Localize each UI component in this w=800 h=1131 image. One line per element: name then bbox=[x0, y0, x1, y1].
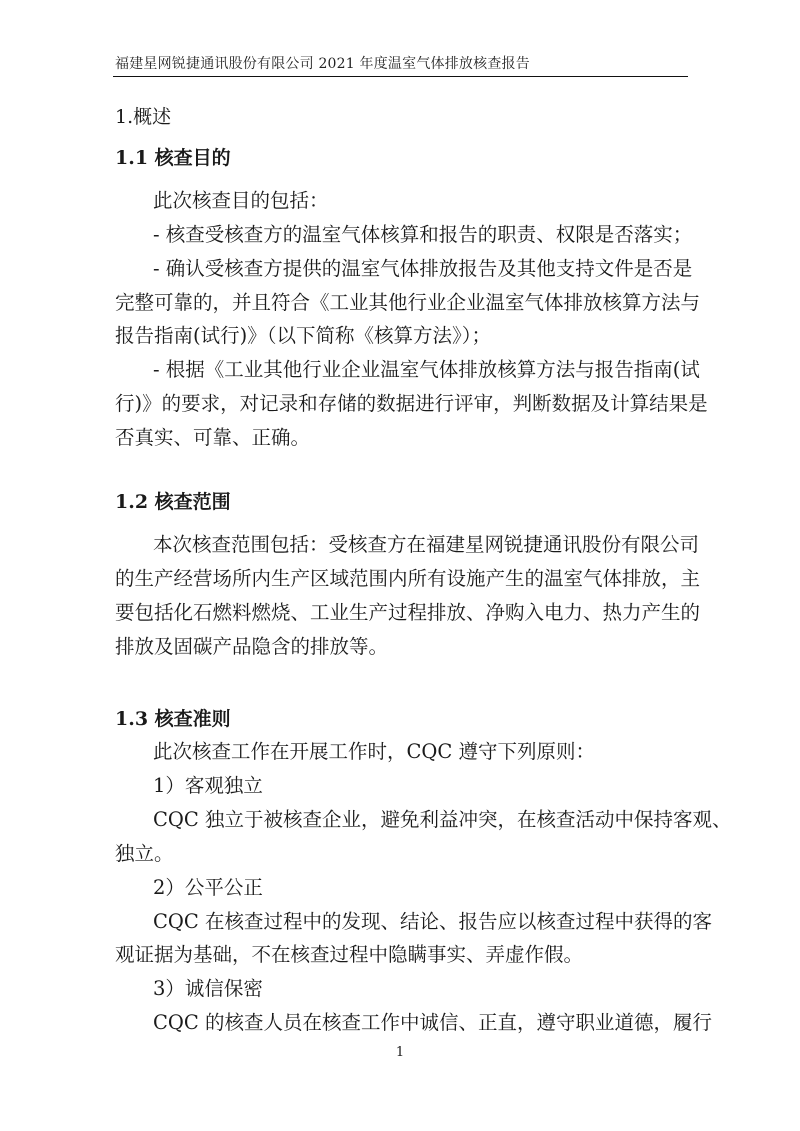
list-item-heading: 2）公平公正 bbox=[153, 876, 263, 899]
section-heading-1-2: 1.2 核查范围 bbox=[115, 491, 231, 513]
paragraph-line: 要包括化石燃料燃烧、工业生产过程排放、净购入电力、热力产生的 bbox=[115, 601, 701, 624]
paragraph-line: 否真实、可靠、正确。 bbox=[115, 426, 311, 449]
list-item-heading: 1）客观独立 bbox=[153, 774, 263, 797]
paragraph-line: 完整可靠的，并且符合《工业其他行业企业温室气体排放核算方法与 bbox=[115, 291, 701, 314]
paragraph-line: 独立。 bbox=[115, 842, 174, 865]
list-item-heading: 3）诚信保密 bbox=[153, 977, 263, 1000]
document-header: 福建星网锐捷通讯股份有限公司 2021 年度温室气体排放核查报告 bbox=[115, 56, 530, 72]
section-heading-1-1: 1.1 核查目的 bbox=[115, 147, 231, 169]
section-heading-1: 1.概述 bbox=[115, 106, 172, 128]
page-number: 1 bbox=[395, 1045, 405, 1060]
paragraph-line: 此次核查目的包括： bbox=[153, 189, 329, 212]
paragraph-line: CQC 独立于被核查企业，避免利益冲突，在核查活动中保持客观、 bbox=[153, 808, 732, 831]
paragraph-line: - 确认受核查方提供的温室气体排放报告及其他支持文件是否是 bbox=[153, 257, 693, 280]
paragraph-line: 行)》的要求，对记录和存储的数据进行评审，判断数据及计算结果是 bbox=[115, 392, 708, 415]
paragraph-line: CQC 在核查过程中的发现、结论、报告应以核查过程中获得的客 bbox=[153, 910, 713, 933]
paragraph-line: 报告指南(试行)》（以下简称《核算方法》）； bbox=[115, 324, 491, 347]
paragraph-line: 的生产经营场所内生产区域范围内所有设施产生的温室气体排放，主 bbox=[115, 567, 701, 590]
paragraph-line: 此次核查工作在开展工作时，CQC 遵守下列原则： bbox=[153, 740, 596, 763]
section-heading-1-3: 1.3 核查准则 bbox=[115, 708, 231, 730]
paragraph-line: - 核查受核查方的温室气体核算和报告的职责、权限是否落实； bbox=[153, 223, 693, 246]
paragraph-line: 排放及固碳产品隐含的排放等。 bbox=[115, 635, 389, 658]
header-divider bbox=[113, 76, 688, 77]
paragraph-line: 本次核查范围包括：受核查方在福建星网锐捷通讯股份有限公司 bbox=[153, 533, 700, 556]
paragraph-line: 观证据为基础，不在核查过程中隐瞒事实、弄虚作假。 bbox=[115, 943, 584, 966]
paragraph-line: CQC 的核查人员在核查工作中诚信、正直，遵守职业道德，履行 bbox=[153, 1011, 713, 1034]
paragraph-line: - 根据《工业其他行业企业温室气体排放核算方法与报告指南(试 bbox=[153, 358, 700, 381]
